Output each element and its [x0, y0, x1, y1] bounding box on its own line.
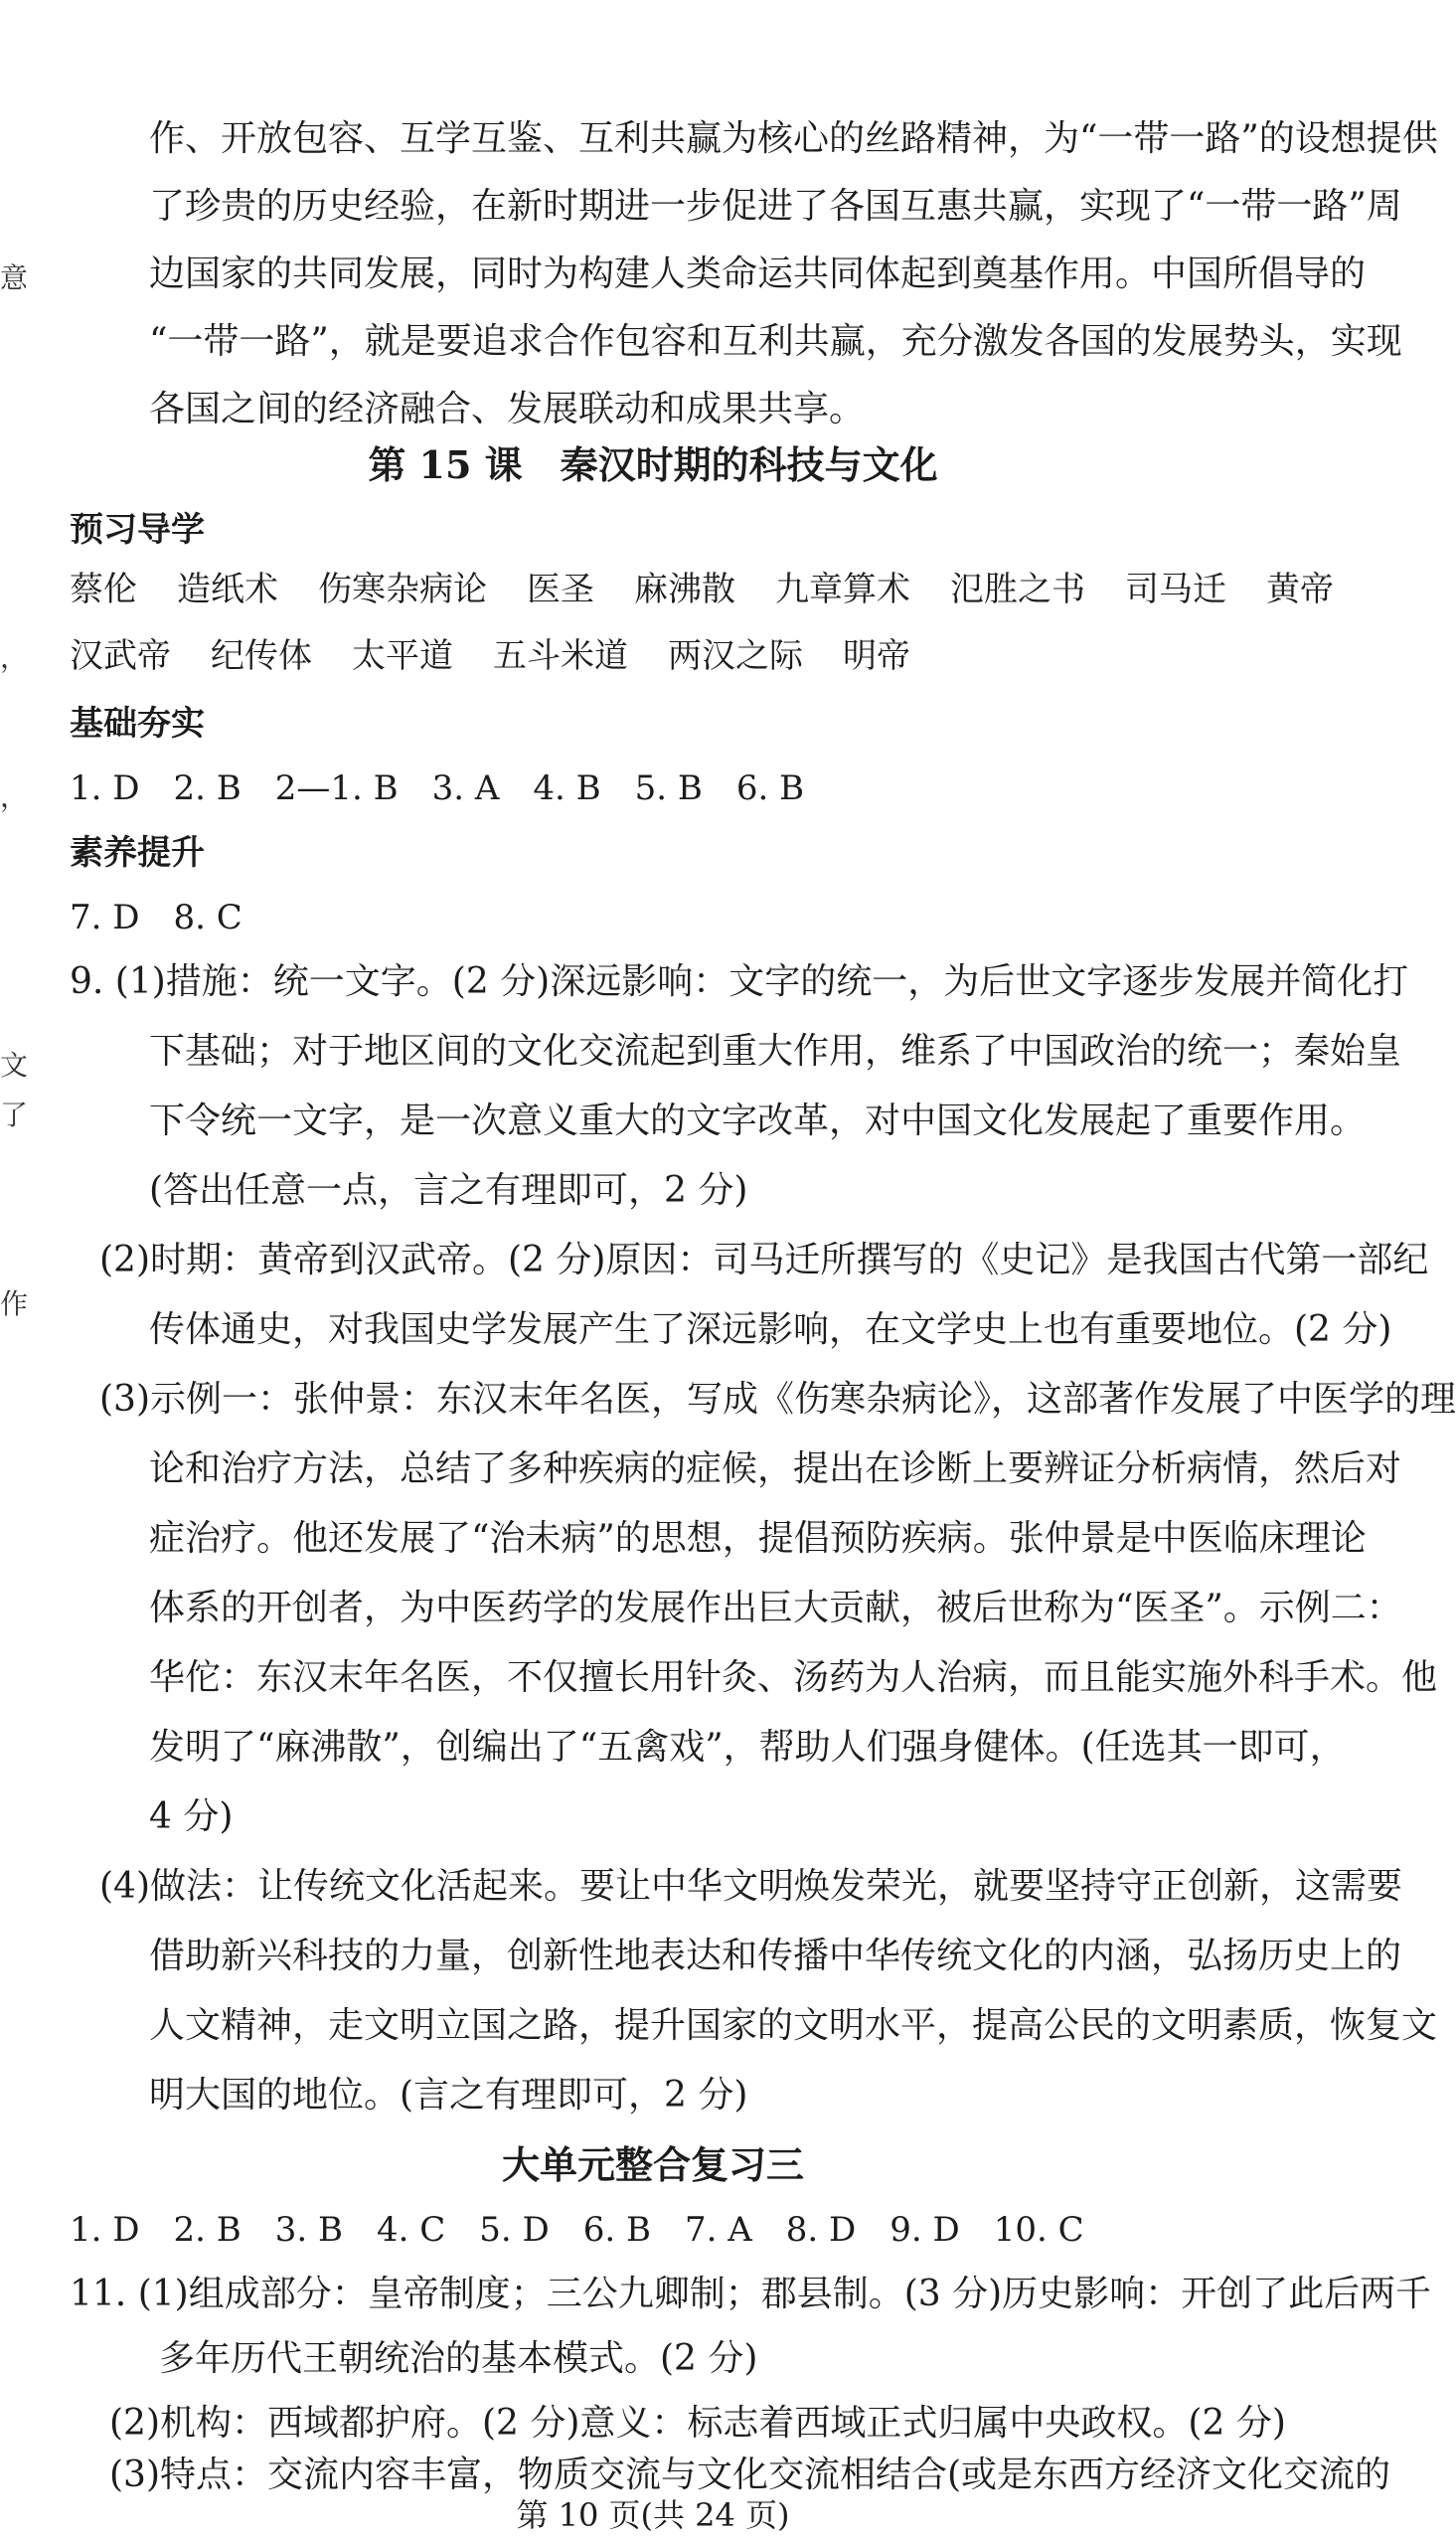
q11-line: 11. (1)组成部分：皇帝制度；三公九卿制；郡县制。(3 分)历史影响：开创了此后两千 [70, 2274, 1432, 2314]
term: 太平道 [352, 636, 453, 676]
term: 司马迁 [1125, 570, 1226, 609]
basic-answers: 1. D 2. B 2—1. B 3. A 4. B 5. B 6. B [70, 768, 805, 808]
term: 五斗米道 [493, 636, 628, 676]
edge-fragment: ， [0, 641, 29, 674]
intro-line: 各国之间的经济融合、发展联动和成果共享。 [149, 389, 866, 429]
edge-fragment: 了 [0, 1099, 29, 1131]
q9-line: 体系的开创者，为中医药学的发展作出巨大贡献，被后世称为“医圣”。示例二： [149, 1588, 1402, 1628]
edge-fragment: ， [0, 780, 29, 813]
q9-line: 传体通史，对我国史学发展产生了深远影响，在文学史上也有重要地位。(2 分) [149, 1309, 1392, 1350]
terms-row-2 [70, 628, 910, 684]
term: 伤寒杂病论 [318, 570, 487, 609]
q9-line: 下令统一文字，是一次意义重大的文字改革，对中国文化发展起了重要作用。 [149, 1101, 1367, 1141]
term: 九章算术 [775, 570, 910, 609]
term: 两汉之际 [668, 636, 803, 676]
intro-line: 了珍贵的历史经验，在新时期进一步促进了各国互惠共赢，实现了“一带一路”周 [149, 186, 1402, 227]
unit-review-title: 大单元整合复习三 [501, 2142, 804, 2187]
q11-line: (3)特点：交流内容丰富，物质交流与文化交流相结合(或是东西方经济文化交流的 [109, 2455, 1391, 2495]
unit-review-answers: 1. D 2. B 3. B 4. C 5. D 6. B 7. A 8. D 9. D 10. C [70, 2210, 1084, 2250]
lesson-title: 第 15 课 秦汉时期的科技与文化 [368, 442, 938, 487]
page-footer: 第 10 页(共 24 页) [516, 2496, 790, 2534]
q9-line: 发明了“麻沸散”，创编出了“五禽戏”，帮助人们强身健体。(任选其一即可， [149, 1727, 1346, 1768]
q9-line: 明大国的地位。(言之有理即可，2 分) [149, 2075, 748, 2116]
q9-line: 9. (1)措施：统一文字。(2 分)深远影响：文字的统一，为后世文字逐步发展并简化打 [70, 961, 1409, 1002]
q9-line: 症治疗。他还发展了“治未病”的思想，提倡预防疾病。张仲景是中医临床理论 [149, 1518, 1367, 1559]
intro-line: “一带一路”，就是要追求合作包容和互利共赢，充分激发各国的发展势头，实现 [149, 321, 1402, 362]
terms-row-1 [70, 562, 1334, 617]
term: 造纸术 [177, 570, 278, 609]
q9-line: 4 分) [149, 1796, 234, 1837]
q9-line: 华佗：东汉末年名医，不仅擅长用针灸、汤药为人治病，而且能实施外科手术。他 [149, 1657, 1438, 1698]
edge-fragment: 文 [0, 1049, 29, 1082]
term: 麻沸散 [634, 570, 735, 609]
term: 医圣 [527, 570, 594, 609]
q9-line: 人文精神，走文明立国之路，提升国家的文明水平，提高公民的文明素质，恢复文 [149, 2005, 1438, 2046]
preview-heading: 预习导学 [70, 510, 205, 550]
q9-line: (3)示例一：张仲景：东汉末年名医，写成《伤寒杂病论》，这部著作发展了中医学的理 [99, 1379, 1456, 1420]
q9-line: (答出任意一点，言之有理即可，2 分) [149, 1170, 748, 1211]
edge-fragment: 作 [0, 1287, 29, 1320]
term: 氾胜之书 [950, 570, 1085, 609]
intro-line: 边国家的共同发展，同时为构建人类命运共同体起到奠基作用。中国所倡导的 [149, 254, 1367, 294]
term: 明帝 [843, 636, 910, 676]
q11-line: 多年历代王朝统治的基本模式。(2 分) [159, 2338, 758, 2379]
advance-answers: 7. D 8. C [70, 898, 243, 937]
q9-line: (4)做法：让传统文化活起来。要让中华文明焕发荣光，就要坚持守正创新，这需要 [99, 1866, 1402, 1907]
q9-line: (2)时期：黄帝到汉武帝。(2 分)原因：司马迁所撰写的《史记》是我国古代第一部纪 [99, 1240, 1429, 1280]
term: 纪传体 [211, 636, 312, 676]
term: 黄帝 [1266, 570, 1334, 609]
edge-fragment: 意 [0, 261, 29, 294]
q9-line: 下基础；对于地区间的文化交流起到重大作用，维系了中国政治的统一；秦始皇 [149, 1031, 1402, 1072]
q9-line: 论和治疗方法，总结了多种疾病的症候，提出在诊断上要辨证分析病情，然后对 [149, 1448, 1402, 1489]
term: 蔡伦 [70, 570, 137, 609]
term: 汉武帝 [70, 636, 171, 676]
q11-line: (2)机构：西域都护府。(2 分)意义：标志着西域正式归属中央政权。(2 分) [109, 2403, 1286, 2444]
q9-line: 借助新兴科技的力量，创新性地表达和传播中华传统文化的内涵，弘扬历史上的 [149, 1936, 1402, 1976]
advance-heading: 素养提升 [70, 833, 205, 873]
intro-line: 作、开放包容、互学互鉴、互利共赢为核心的丝路精神，为“一带一路”的设想提供 [149, 118, 1438, 159]
basic-heading: 基础夯实 [70, 704, 205, 744]
